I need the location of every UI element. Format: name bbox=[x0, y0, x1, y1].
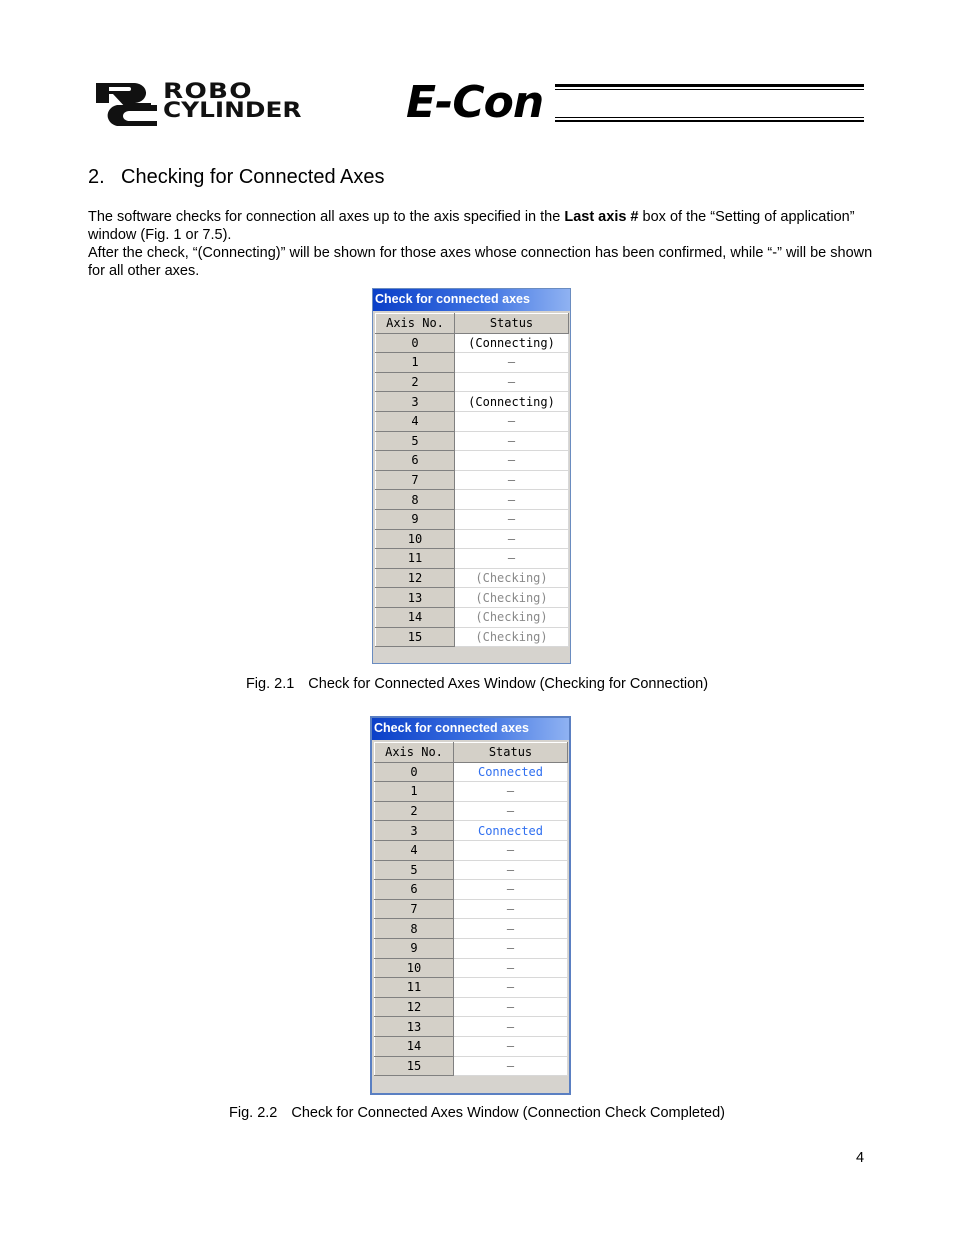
table-row[interactable] bbox=[375, 938, 568, 958]
table-row[interactable] bbox=[375, 997, 568, 1017]
header-rule bbox=[555, 120, 864, 122]
status-cell: – bbox=[455, 431, 569, 451]
axis-number-cell: 7 bbox=[375, 899, 454, 919]
section-title: Checking for Connected Axes bbox=[121, 166, 385, 188]
econ-product-logo: E-Con bbox=[406, 77, 544, 128]
table-row[interactable] bbox=[376, 451, 569, 471]
status-cell: (Connecting) bbox=[455, 333, 569, 353]
table-row[interactable] bbox=[375, 821, 568, 841]
paragraph-line-1 bbox=[88, 208, 878, 244]
header-rule bbox=[555, 117, 864, 118]
axes-status-grid bbox=[374, 742, 568, 1076]
status-cell: (Checking) bbox=[455, 588, 569, 608]
status-cell: – bbox=[455, 509, 569, 529]
table-row[interactable] bbox=[376, 529, 569, 549]
axis-number-cell: 0 bbox=[375, 762, 454, 782]
axis-number-cell: 9 bbox=[376, 509, 455, 529]
status-cell: (Connecting) bbox=[455, 392, 569, 412]
caption-text: Check for Connected Axes Window (Connection Check Completed) bbox=[291, 1105, 725, 1121]
caption-label: Fig. 2.2 bbox=[229, 1105, 278, 1121]
status-cell: – bbox=[455, 451, 569, 471]
axis-number-cell: 5 bbox=[376, 431, 455, 451]
axis-number-cell: 14 bbox=[375, 1036, 454, 1056]
column-header-status[interactable]: Status bbox=[455, 314, 569, 334]
status-cell: – bbox=[454, 919, 568, 939]
axis-number-cell: 12 bbox=[376, 568, 455, 588]
status-cell: – bbox=[454, 782, 568, 802]
column-header-status[interactable]: Status bbox=[454, 743, 568, 763]
status-cell: – bbox=[455, 549, 569, 569]
axis-number-cell: 1 bbox=[375, 782, 454, 802]
axis-number-cell: 10 bbox=[376, 529, 455, 549]
table-row[interactable] bbox=[375, 978, 568, 998]
table-row[interactable] bbox=[376, 549, 569, 569]
table-row[interactable] bbox=[375, 958, 568, 978]
table-row[interactable] bbox=[375, 840, 568, 860]
axis-number-cell: 3 bbox=[375, 821, 454, 841]
status-cell: Connected bbox=[454, 821, 568, 841]
status-cell: – bbox=[455, 411, 569, 431]
header-rule bbox=[555, 84, 864, 87]
axis-number-cell: 10 bbox=[375, 958, 454, 978]
axis-number-cell: 15 bbox=[375, 1056, 454, 1076]
status-cell: (Checking) bbox=[455, 568, 569, 588]
axis-number-cell: 6 bbox=[375, 880, 454, 900]
table-row[interactable] bbox=[376, 431, 569, 451]
brand-line-robo: ROBO bbox=[163, 79, 253, 103]
table-row[interactable] bbox=[376, 568, 569, 588]
axis-number-cell: 2 bbox=[375, 801, 454, 821]
axis-number-cell: 15 bbox=[376, 627, 455, 647]
last-axis-term: Last axis # bbox=[564, 209, 639, 225]
status-cell: – bbox=[454, 1056, 568, 1076]
axis-number-cell: 0 bbox=[376, 333, 455, 353]
window-titlebar[interactable]: Check for connected axes bbox=[372, 718, 569, 740]
axis-number-cell: 12 bbox=[375, 997, 454, 1017]
status-cell: – bbox=[454, 978, 568, 998]
status-cell: – bbox=[455, 529, 569, 549]
table-row[interactable] bbox=[375, 762, 568, 782]
status-cell: (Checking) bbox=[455, 627, 569, 647]
table-row[interactable] bbox=[375, 860, 568, 880]
header-rule bbox=[555, 89, 864, 90]
status-cell: – bbox=[455, 353, 569, 373]
caption-label: Fig. 2.1 bbox=[245, 676, 295, 692]
table-row[interactable] bbox=[375, 919, 568, 939]
status-cell: – bbox=[454, 840, 568, 860]
axis-number-cell: 4 bbox=[376, 411, 455, 431]
axis-number-cell: 9 bbox=[375, 938, 454, 958]
check-connected-axes-window-completed bbox=[370, 716, 571, 1095]
table-row[interactable] bbox=[375, 880, 568, 900]
axis-number-cell: 14 bbox=[376, 607, 455, 627]
table-row[interactable] bbox=[376, 372, 569, 392]
table-row[interactable] bbox=[376, 588, 569, 608]
table-row[interactable] bbox=[376, 392, 569, 412]
axis-number-cell: 2 bbox=[376, 372, 455, 392]
table-row[interactable] bbox=[376, 607, 569, 627]
table-row[interactable] bbox=[376, 509, 569, 529]
status-cell: – bbox=[454, 801, 568, 821]
axis-number-cell: 13 bbox=[376, 588, 455, 608]
axis-number-cell: 8 bbox=[375, 919, 454, 939]
status-cell: – bbox=[455, 372, 569, 392]
status-cell: – bbox=[454, 1036, 568, 1056]
table-row[interactable] bbox=[376, 470, 569, 490]
axis-number-cell: 13 bbox=[375, 1017, 454, 1037]
axis-number-cell: 3 bbox=[376, 392, 455, 412]
axis-number-cell: 11 bbox=[376, 549, 455, 569]
status-cell: – bbox=[455, 490, 569, 510]
figure-caption-2-1 bbox=[0, 676, 954, 692]
text-run: The software checks for connection all axes up to the axis specified in the bbox=[88, 209, 565, 225]
table-row[interactable] bbox=[376, 490, 569, 510]
status-cell: – bbox=[454, 899, 568, 919]
robo-cylinder-logo bbox=[93, 80, 375, 126]
table-row[interactable] bbox=[375, 801, 568, 821]
column-header-axis-no[interactable]: Axis No. bbox=[376, 314, 455, 334]
table-row[interactable] bbox=[375, 782, 568, 802]
status-cell: – bbox=[454, 880, 568, 900]
status-cell: – bbox=[454, 938, 568, 958]
table-row[interactable] bbox=[376, 411, 569, 431]
table-row[interactable] bbox=[376, 353, 569, 373]
axis-number-cell: 11 bbox=[375, 978, 454, 998]
status-cell: – bbox=[454, 860, 568, 880]
section-heading bbox=[88, 166, 385, 189]
window-titlebar[interactable]: Check for connected axes bbox=[373, 289, 570, 311]
axis-number-cell: 1 bbox=[376, 353, 455, 373]
paragraph-line-2: After the check, “(Connecting)” will be shown for those axes whose connection has been confirmed, while “-” will be shown for all other axes. bbox=[88, 245, 873, 279]
text-run: box of the “Setting of application” window (Fig. 1 or 7.5). bbox=[88, 209, 855, 243]
status-cell: – bbox=[455, 470, 569, 490]
table-row[interactable] bbox=[376, 333, 569, 353]
figure-caption-2-2 bbox=[0, 1105, 954, 1121]
axis-number-cell: 7 bbox=[376, 470, 455, 490]
table-row[interactable] bbox=[375, 1056, 568, 1076]
page-number: 4 bbox=[856, 1150, 865, 1166]
axis-number-cell: 5 bbox=[375, 860, 454, 880]
table-row[interactable] bbox=[376, 627, 569, 647]
axis-number-cell: 8 bbox=[376, 490, 455, 510]
grid-header-row bbox=[375, 743, 568, 763]
section-number: 2. bbox=[88, 166, 105, 188]
status-cell: – bbox=[454, 958, 568, 978]
rc-logo-mark-icon bbox=[93, 80, 159, 126]
column-header-axis-no[interactable]: Axis No. bbox=[375, 743, 454, 763]
body-paragraph bbox=[88, 208, 878, 280]
status-cell: (Checking) bbox=[455, 607, 569, 627]
axes-status-grid bbox=[375, 313, 569, 647]
table-row[interactable] bbox=[375, 1017, 568, 1037]
axis-number-cell: 4 bbox=[375, 840, 454, 860]
check-connected-axes-window-checking bbox=[372, 288, 571, 664]
status-cell: – bbox=[454, 1017, 568, 1037]
brand-line-cylinder: CYLINDER bbox=[163, 98, 302, 122]
table-row[interactable] bbox=[375, 899, 568, 919]
caption-text: Check for Connected Axes Window (Checking for Connection) bbox=[308, 676, 709, 692]
grid-header-row bbox=[376, 314, 569, 334]
status-cell: Connected bbox=[454, 762, 568, 782]
table-row[interactable] bbox=[375, 1036, 568, 1056]
status-cell: – bbox=[454, 997, 568, 1017]
axis-number-cell: 6 bbox=[376, 451, 455, 471]
